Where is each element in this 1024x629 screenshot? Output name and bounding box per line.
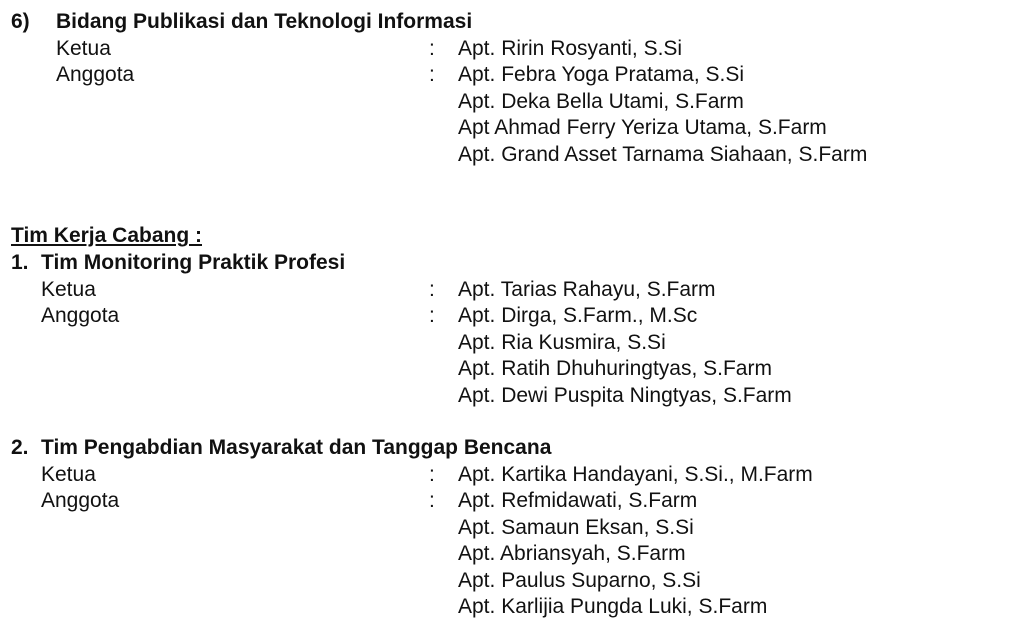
ketua-name: Apt. Tarias Rahayu, S.Farm [458,277,716,301]
anggota-name: Apt. Ria Kusmira, S.Si [458,330,666,354]
colon: : [429,304,435,327]
anggota-name: Apt. Abriansyah, S.Farm [458,542,686,565]
anggota-row [0,89,1024,116]
team-1-anggota-row [0,303,1024,330]
section-6-ketua-row [0,36,1024,63]
team-1 [0,250,1024,409]
ketua-label: Ketua [41,462,96,486]
anggota-name: Apt. Grand Asset Tarnama Siahaan, S.Farm [458,142,868,166]
anggota-label: Anggota [41,304,120,327]
anggota-row [0,515,1024,542]
section-6 [0,9,1024,168]
anggota-row [0,330,1024,357]
team-2 [0,435,1024,621]
section-6-heading [0,9,1024,36]
anggota-name: Apt. Dewi Puspita Ningtyas, S.Farm [458,383,792,407]
team-2-ketua-row [0,462,1024,489]
team-2-title: Tim Pengabdian Masyarakat dan Tanggap Bencana [41,436,552,459]
anggota-label: Anggota [56,63,135,86]
anggota-name: Apt. Paulus Suparno, S.Si [458,568,701,592]
anggota-row [0,356,1024,383]
team-2-number: 2. [11,436,29,459]
team-1-title: Tim Monitoring Praktik Profesi [41,251,346,274]
colon: : [429,36,435,60]
colon: : [429,489,435,512]
anggota-row [0,568,1024,595]
ketua-name: Apt. Ririn Rosyanti, S.Si [458,36,683,60]
section-6-title: Bidang Publikasi dan Teknologi Informasi [56,10,473,33]
anggota-row [0,115,1024,142]
anggota-name: Apt. Deka Bella Utami, S.Farm [458,89,744,113]
anggota-name: Apt. Dirga, S.Farm., M.Sc [458,304,698,327]
anggota-name: Apt. Karlijia Pungda Luki, S.Farm [458,595,768,618]
anggota-name: Apt. Samaun Eksan, S.Si [458,515,694,539]
anggota-row [0,383,1024,410]
colon: : [429,277,435,301]
anggota-name: Apt Ahmad Ferry Yeriza Utama, S.Farm [458,116,827,139]
team-1-heading [0,250,1024,277]
team-1-number: 1. [11,251,29,274]
team-2-anggota-row [0,488,1024,515]
colon: : [429,63,435,86]
team-1-ketua-row [0,277,1024,304]
colon: : [429,462,435,486]
ketua-name: Apt. Kartika Handayani, S.Si., M.Farm [458,462,813,486]
anggota-name: Apt. Febra Yoga Pratama, S.Si [458,63,745,86]
anggota-label: Anggota [41,489,120,512]
section-6-number: 6) [11,10,30,33]
anggota-name: Apt. Ratih Dhuhuringtyas, S.Farm [458,357,772,380]
section-6-anggota-row [0,62,1024,89]
ketua-label: Ketua [41,277,96,301]
anggota-row [0,594,1024,621]
tim-kerja-title: Tim Kerja Cabang : [11,224,202,247]
anggota-row [0,541,1024,568]
anggota-name: Apt. Refmidawati, S.Farm [458,489,698,512]
team-2-heading [0,435,1024,462]
ketua-label: Ketua [56,36,111,60]
anggota-row [0,142,1024,169]
